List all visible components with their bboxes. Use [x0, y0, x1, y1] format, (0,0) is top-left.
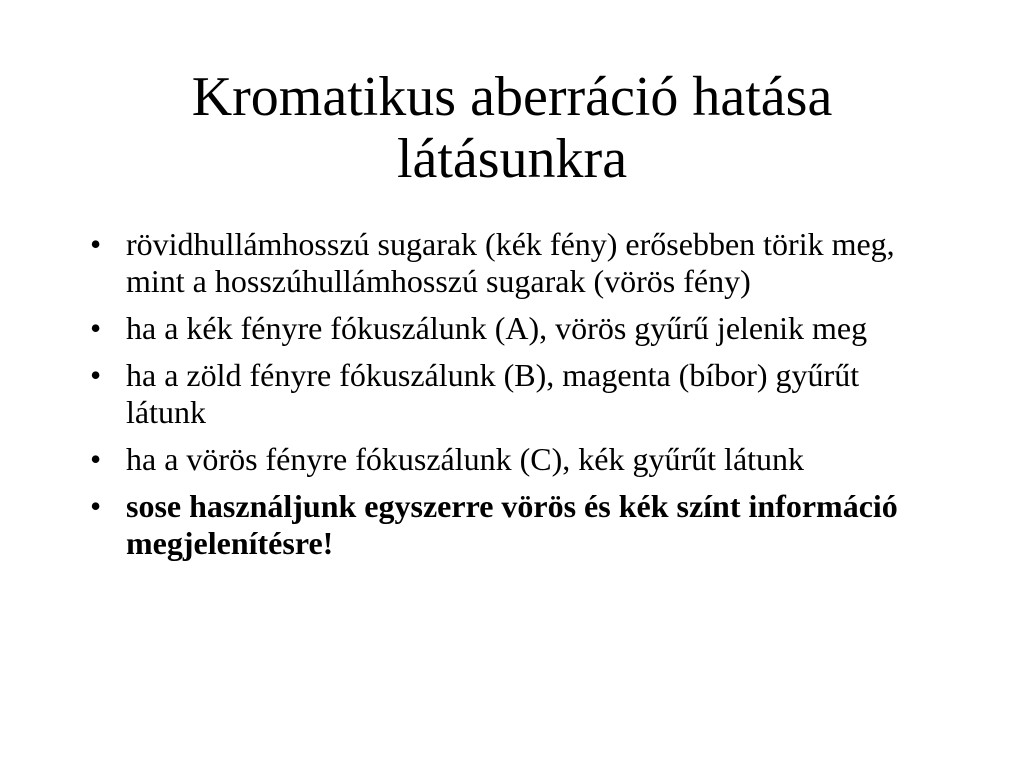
- bullet-icon: •: [90, 226, 102, 262]
- bullet-text: rövidhullámhosszú sugarak (kék fény) erősebben törik meg, mint a hosszúhullámhosszú sugarak (vörös fény): [126, 226, 895, 299]
- bullet-item: [82, 226, 942, 300]
- bullet-icon: •: [90, 441, 102, 477]
- bullet-list: [82, 226, 942, 572]
- bullet-icon: •: [90, 357, 102, 393]
- bullet-text-emphasis: sose használjunk egyszerre vörös és kék színt információ megjelenítésre!: [126, 488, 898, 561]
- bullet-text: ha a kék fényre fókuszálunk (A), vörös gyűrű jelenik meg: [126, 310, 868, 346]
- bullet-icon: •: [90, 488, 102, 524]
- bullet-item: [82, 310, 942, 347]
- bullet-item: [82, 357, 942, 431]
- bullet-item: [82, 488, 942, 562]
- slide-title: Kromatikus aberráció hatása látásunkra: [191, 66, 833, 190]
- bullet-icon: •: [90, 310, 102, 346]
- bullet-text: ha a zöld fényre fókuszálunk (B), magenta (bíbor) gyűrűt látunk: [126, 357, 860, 430]
- bullet-text: ha a vörös fényre fókuszálunk (C), kék gyűrűt látunk: [126, 441, 805, 477]
- bullet-item: [82, 441, 942, 478]
